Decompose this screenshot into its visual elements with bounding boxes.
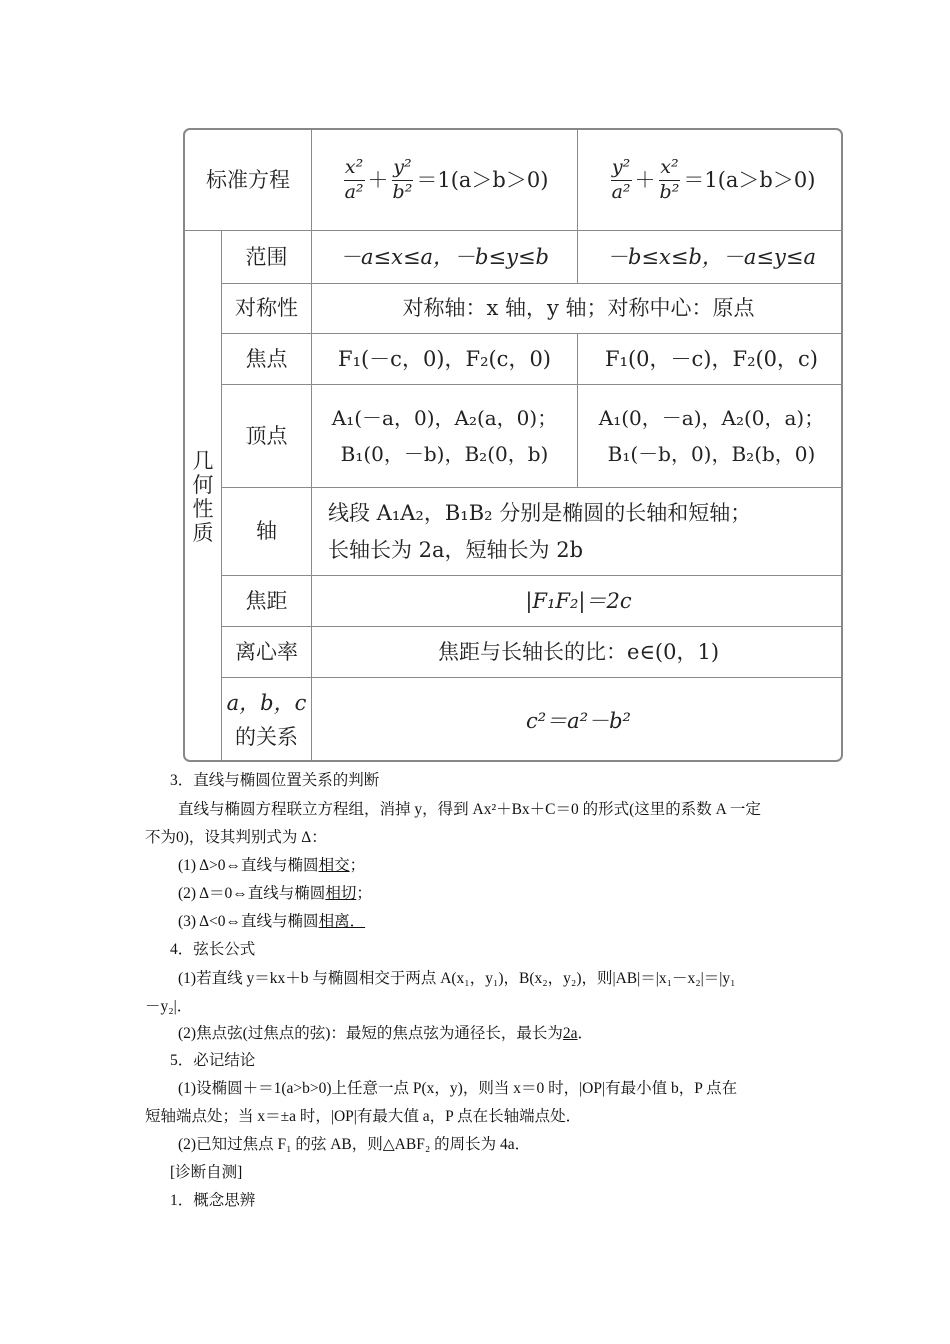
section-3-title: 3．直线与椭圆位置关系的判断 [170, 772, 380, 789]
relation-label-line: 的关系 [235, 725, 298, 749]
label-char: 质 [192, 521, 214, 546]
standard-equation-label: 标准方程 [206, 167, 290, 192]
geometric-properties-label [185, 230, 221, 762]
axes-line: 线段 A₁A₂，B₁B₂ 分别是椭圆的长轴和短轴； [328, 500, 752, 525]
label-char: 性 [192, 497, 214, 521]
item-text: ； [349, 857, 366, 874]
answer-blank: 2a [562, 1025, 578, 1042]
item-text: (3) Δ<0⇔直线与椭圆 [178, 913, 319, 930]
section-3-paragraph-line: 不为0)，设其判别式为 Δ： [145, 829, 327, 846]
vertices-vertical [578, 385, 843, 487]
ellipse-properties-table [183, 128, 843, 762]
focal-distance-value: |F₁F₂|＝2c [525, 588, 632, 613]
standard-equation-horizontal: $\frac{\text{x²}}{\text{a²}}$ ＋ $\frac{\text{y²}}{\text{b²}}$ ＝1(a＞b＞0) [344, 155, 549, 203]
range-horizontal: －a≤x≤a，－b≤y≤b [339, 244, 549, 269]
section-3-item-2 [178, 880, 843, 908]
concept-discrimination-heading: 1．概念思辨 [170, 1192, 256, 1209]
answer-blank: 相离． [318, 913, 366, 930]
axes-value [312, 488, 843, 575]
numerator: y² [611, 155, 631, 178]
vertices-line: B₁(－b，0)，B₂(b，0) [607, 442, 816, 466]
range-label: 范围 [245, 244, 288, 269]
section-5-item-2: (2)已知过焦点 F₁ 的弦 AB，则△ABF₂ 的周长为 4a． [178, 1136, 531, 1153]
abc-relation-label [222, 678, 311, 762]
section-3-item-3 [178, 908, 843, 936]
vertices-line: A₁(0，－a)，A₂(0，a)； [598, 406, 825, 430]
fraction-x [344, 155, 365, 203]
label-char: 几 [192, 448, 214, 473]
eccentricity-value: 焦距与长轴长的比：e∈(0，1) [437, 639, 720, 664]
axes-label: 轴 [256, 519, 277, 544]
range-vertical: －b≤x≤b，－a≤y≤a [606, 244, 816, 269]
eccentricity-label: 离心率 [235, 639, 298, 664]
section-5-paragraph-line: 短轴端点处；当 x＝±a 时，|OP|有最大值 a，P 点在长轴端点处． [145, 1108, 582, 1125]
numerator: y² [393, 155, 412, 178]
vertices-horizontal [312, 385, 577, 487]
fraction-y [392, 155, 414, 203]
foci-horizontal: F₁(－c，0)，F₂(c，0) [338, 346, 551, 371]
fraction-x [659, 155, 681, 203]
standard-equation-vertical: $\frac{\text{y²}}{\text{a²}}$ ＋ $\frac{\text{x²}}{\text{b²}}$ ＝1(a＞b＞0) [611, 155, 816, 203]
section-4-item-2 [178, 1020, 843, 1048]
item-text: (2)焦点弦(过焦点的弦)：最短的焦点弦为通径长，最长为 [178, 1025, 563, 1042]
denominator: b² [659, 180, 680, 203]
section-3-item-1 [178, 852, 843, 880]
section-5-paragraph-line: (1)设椭圆＋＝1(a>b>0)上任意一点 P(x，y)，则当 x＝0 时，|OP|有最小值 b，P 点在 [178, 1080, 738, 1097]
vertices-line: A₁(－a，0)，A₂(a，0)； [331, 406, 558, 430]
vertices-label: 顶点 [245, 423, 288, 448]
denominator: a² [344, 180, 364, 203]
foci-vertical: F₁(0，－c)，F₂(0，c) [605, 346, 818, 371]
label-char: 何 [192, 472, 214, 497]
section-5-title: 5．必记结论 [170, 1052, 256, 1069]
equation-rest: ＝1(a＞b＞0) [683, 167, 816, 192]
item-text: (1) Δ>0⇔直线与椭圆 [178, 857, 319, 874]
item-text: (2) Δ＝0⇔直线与椭圆 [178, 885, 326, 902]
axes-line: 长轴长为 2a，短轴长为 2b [328, 537, 584, 562]
symmetry-value: 对称轴：x 轴，y 轴；对称中心：原点 [402, 296, 755, 321]
section-4-paragraph-line: (1)若直线 y＝kx＋b 与椭圆相交于两点 A(x₁，y₁)，B(x₂，y₂)，则|AB|＝|x₁－x₂|＝|y₁ [178, 970, 736, 987]
section-4-paragraph-line: －y₂|． [145, 998, 193, 1015]
symmetry-label: 对称性 [235, 296, 298, 321]
vertices-line: B₁(0，－b)，B₂(0，b) [340, 442, 549, 466]
denominator: b² [392, 180, 413, 203]
fraction-y [611, 155, 632, 203]
focal-distance-label: 焦距 [245, 588, 288, 613]
equation-rest: ＝1(a＞b＞0) [416, 167, 549, 192]
item-text: ； [356, 885, 372, 902]
answer-blank: 相交 [318, 857, 350, 874]
foci-label: 焦点 [245, 346, 288, 371]
relation-label-line: a，b，c [226, 691, 307, 716]
section-3-paragraph-line: 直线与椭圆方程联立方程组，消掉 y，得到 Ax²＋Bx＋C＝0 的形式(这里的系数 A 一定 [178, 801, 761, 818]
abc-relation-value: c²＝a²－b² [526, 708, 631, 733]
numerator: x² [344, 155, 364, 178]
numerator: x² [660, 155, 679, 178]
section-4-title: 4．弦长公式 [170, 941, 256, 958]
diagnostic-self-test-heading: [诊断自测] [170, 1164, 243, 1181]
item-text: ． [577, 1025, 594, 1042]
answer-blank: 相切 [325, 885, 357, 902]
denominator: a² [611, 180, 631, 203]
